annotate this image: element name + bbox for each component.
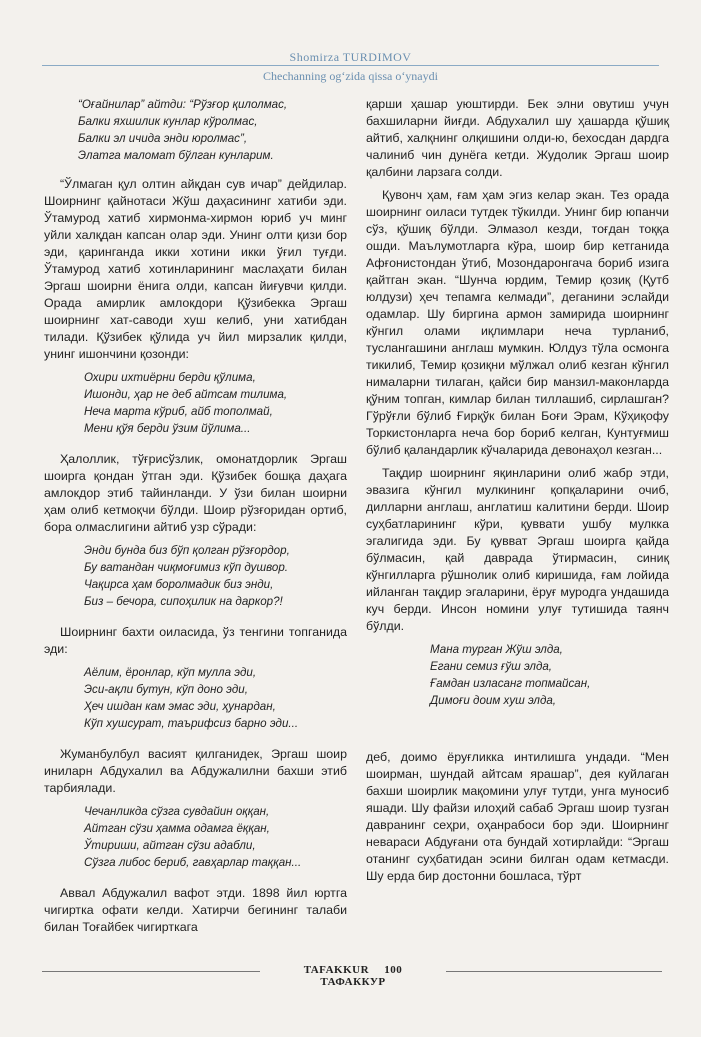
verse-line: Эси-ақли бутун, кўп доно эди, (84, 683, 248, 696)
verse-line: Ўтириши, айтган сўзи адабли, (84, 839, 256, 852)
journal-name-cyrillic: ТАФАККУР (320, 976, 386, 988)
left-column (44, 96, 347, 942)
paragraph: деб, доимо ёруғликка интилишга ундади. “Мен шоирман, шундай айтсам ярашар”, дея куйлаган бахши шоирлик мақомини улуғ тутди, унга муносиб яшади. Шу файзи илоҳий сабаб Эргаш шоир тузган давранинг сеҳри, оҳанрабоси бор эди. Шоирнинг невараси Абдуғани ота бундай хотирлайди: “Эргаш отанинг суҳбатидан эсини билган одам кетмасди. Шу ерда бир достонни бошласа, тўрт (366, 750, 669, 883)
author-name: Shomirza TURDIMOV (289, 50, 412, 64)
paragraph: қарши ҳашар уюштирди. Бек элни овутиш учун бахшиларни йиғди. Абдухалил шу ҳашарда қўшиқ айтиб, халқнинг олқишини олди-ю, бехосдан дардга чалиниб чин дунёга кетди. Жудолик Эргаш шоир қалбини ларзага солди. (366, 97, 669, 179)
paragraph: Аввал Абдужалил вафот этди. 1898 йил юртга чигиртка офати келди. Хатирчи бегининг талаби билан Тоғайбек чигирткага (44, 886, 347, 934)
page-number: 100 (384, 964, 403, 976)
verse-line: Аёлим, ёронлар, кўп мулла эди, (84, 666, 257, 679)
verse-block (84, 369, 347, 437)
footer-rule-right (446, 971, 662, 972)
verse-line: Ишонди, ҳар не деб айтсам тилима, (84, 388, 288, 401)
verse-line: Мана турган Жўш элда, (430, 643, 563, 656)
verse-line: Ҳеч ишдан кам эмас эди, ҳунардан, (84, 700, 276, 713)
page-header (0, 50, 701, 84)
verse-line: Айтган сўзи ҳамма одамга ёққан, (84, 822, 270, 835)
verse-line: Чақирса ҳам боролмадик биз энди, (84, 578, 274, 591)
verse-line: Димоғи доим хуш элда, (430, 694, 557, 707)
verse-line: Сўзга либос бериб, гавҳарлар таққан... (84, 856, 302, 869)
verse-line: Элатга маломат бўлган кунларим. (78, 149, 274, 162)
journal-name-latin: TAFAKKUR (303, 964, 370, 976)
header-rule (42, 65, 659, 66)
verse-line: Балки эл ичида энди юролмас”, (78, 132, 248, 145)
verse-line: Егани семиз ғўш элда, (430, 660, 553, 673)
verse-line: Чечанликда сўзга сувдайин оққан, (84, 805, 270, 818)
verse-line: Мени қўя берди ўзим йўлима... (84, 422, 251, 435)
verse-line: Бу ватандан чиқмоғимиз кўп душвор. (84, 561, 289, 574)
verse-line: Неча марта кўриб, айб тополмай, (84, 405, 273, 418)
book-title: Chechanning og‘zida qissa o‘ynaydi (263, 69, 438, 83)
footer-label (262, 964, 444, 988)
verse-line: “Оғайнилар” айтди: “Рўзғор қилолмас, (78, 98, 288, 111)
paragraph: Қувонч ҳам, ғам ҳам эгиз келар экан. Тез орада шоирнинг оиласи тутдек тўкилди. Унинг бир юпанчи сўз, қўшиқ бўлди. Элмазол кезди, тоғдан тоққа ошди. Маълумотларга кўра, шоир бир кетганида Афғонистондан ўтиб, Мозондаронгача бориб изига қайтган экан. “Шунча юрдим, Темир қозиқ (Қутб юлдузи) ҳеч тепамга келмади”, деганини эслайди одамлар. Шу биргина армон замирида шоирнинг кўнгил олами иқлимлари неча турланиб, туслангашини англаш мумкин. Юлдуз тўла осмонга тикилиб, Темир қозиқни мўлжал олиб кезган кўнгил нималарни тилаган, қайси бир манзил-маконларда қўним топган, кимлар билан тиллашиб, сирлашган? Гўрўғли бўлиб Ғирқўк билан Боғи Эрам, Кўҳиқофу Торкистонларга неча бор бориб келган, Кунтуғмиш бўлиб қаландарлик кўчаларида девонаҳол кезган... (366, 188, 669, 457)
verse-block (84, 542, 347, 610)
page-footer (0, 960, 701, 988)
verse-line: Энди бунда биз бўп қолган рўзғордор, (84, 544, 290, 557)
right-column (366, 96, 669, 891)
verse-block (430, 641, 669, 709)
verse-line: Охири ихтиёрни берди қўлима, (84, 371, 256, 384)
paragraph: “Ўлмаган қул олтин айқдан сув ичар” дейдилар. Шоирнинг қайнотаси Жўш даҳасининг хатиби эди. Ўтамурод хатиб хирмонма-хирмон юриб уч минг уйли халқдан капсан олар эди. Унинг олти қизи бор эди, қаринганда икки хотини икки ўғил туғди. Ўтамурод хатиб хотинларининг маслаҳати билан Эргаш шоирни ёнига олди, капсан йиғувчи қилди. Орада амирлик амлокдори Қўзибекка Эргаш шоирнинг хат-саводи хуш келиб, уни хатибдан тилади. Қўзибек қўлида уч йил мирзалик қилди, унинг ишончини қозонди: (44, 177, 347, 361)
verse-block (78, 96, 347, 164)
paragraph: Шоирнинг бахти оиласида, ўз тенгини топганида эди: (44, 625, 347, 656)
verse-line: Балки яхшилик кунлар кўролмас, (78, 115, 258, 128)
footer-rule-left (42, 971, 260, 972)
verse-line: Кўп хушсурат, таърифсиз барно эди... (84, 717, 299, 730)
paragraph: Жуманбулбул васият қилганидек, Эргаш шоир иниларн Абдухалил ва Абдужалилни бахши этиб тарбиялади. (44, 747, 347, 795)
verse-line: Биз – бечора, сипоҳилик на даркор?! (84, 595, 283, 608)
verse-line: Ғамдан изласанг топмайсан, (430, 677, 591, 690)
verse-block (84, 803, 347, 871)
paragraph: Тақдир шоирнинг яқинларини олиб жабр этди, эвазига кўнгил мулкининг қопқаларини очиб, дилларни англаш, англатиш калитини берди. Шоир суҳбатларининг кўри, қуввати ушбу мулкка эгалигида эди. Бу қувват Эргаш шоирга қайда бўлмасин, қай даврада ўтирмасин, синиқ кўнгилларга рўшнолик олиб киришида, ғам лойида ийланган тақдир эгаларини, ёруғ муродга ундашида куч берди. Инсон номини улуғ тутишида таянч бўлди. (366, 466, 669, 633)
paragraph: Ҳалоллик, тўғрисўзлик, омонатдорлик Эргаш шоирга қондан ўтган эди. Қўзибек бошқа даҳага амлокдор этиб тайинланди. У ўзи билан шоирни ҳам олиб кетмоқчи бўлди. Шоир рўзғоридан ортиб, бора олмаслигини айтиб узр сўради: (44, 452, 347, 534)
verse-block (84, 664, 347, 732)
